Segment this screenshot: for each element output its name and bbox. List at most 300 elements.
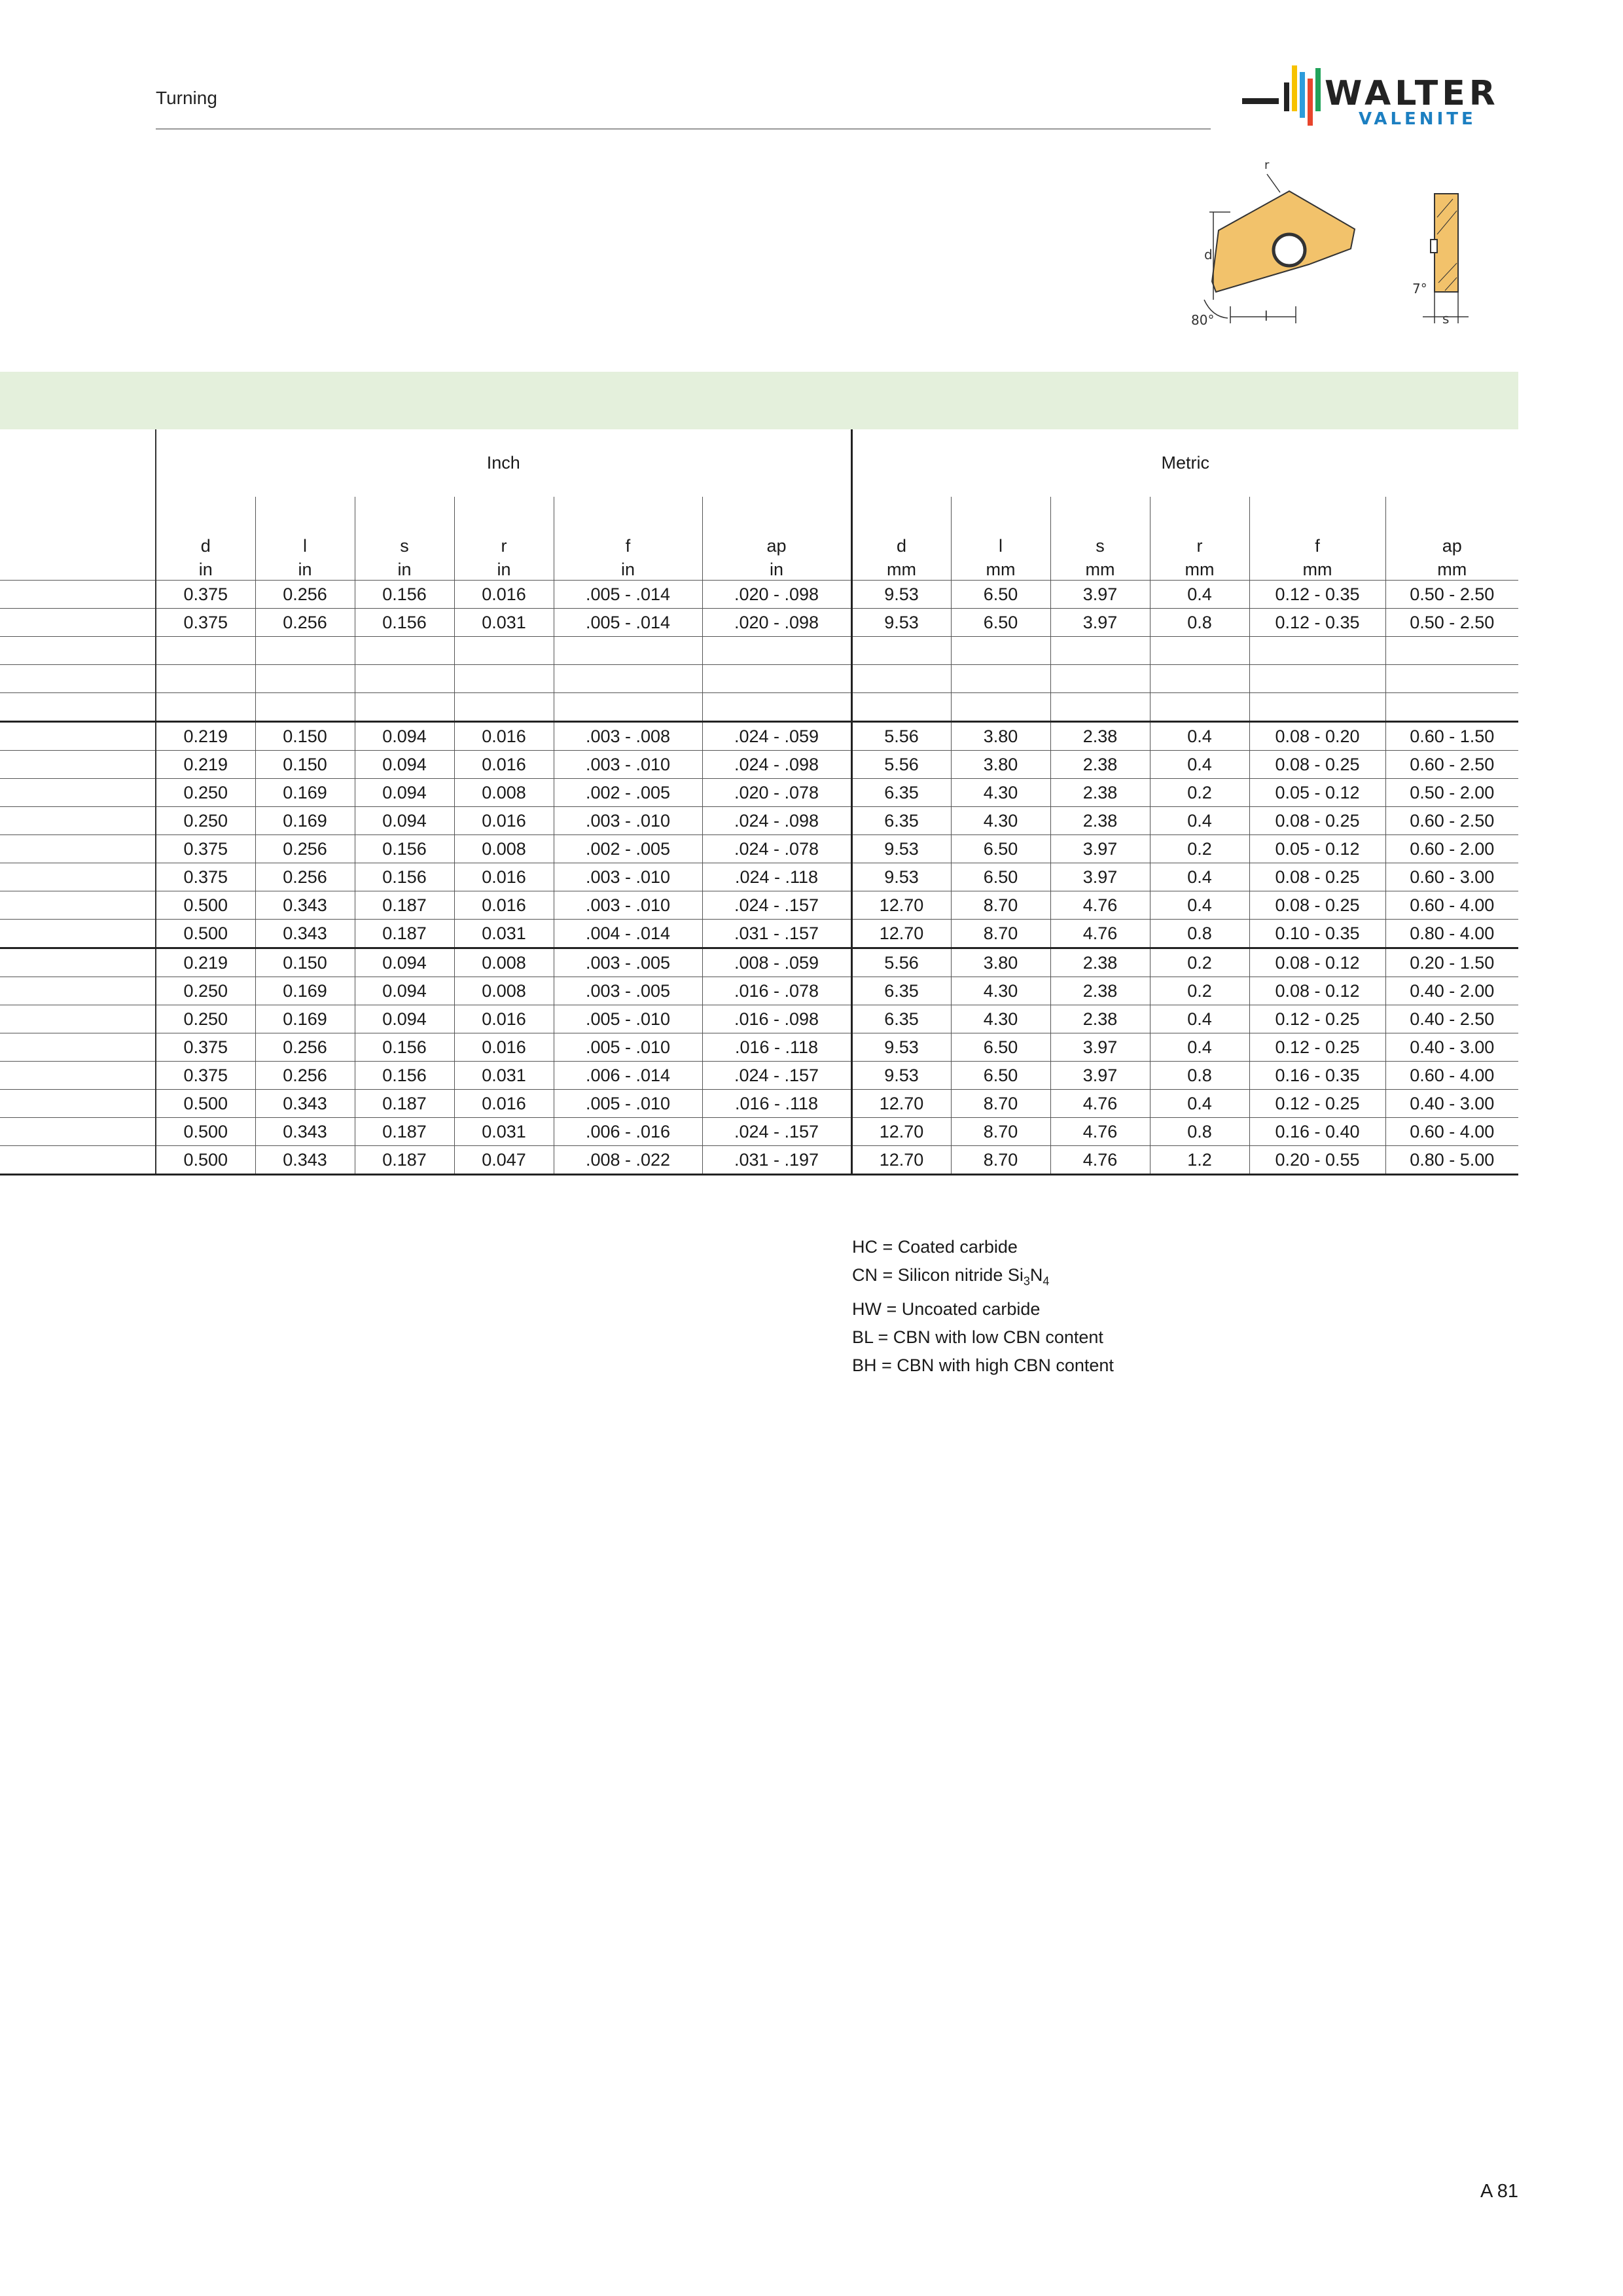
table-row bbox=[0, 1118, 1518, 1146]
table-cell: 3.80 bbox=[951, 751, 1050, 779]
table-cell: 0.2 bbox=[1150, 835, 1249, 863]
table-cell: 0.8 bbox=[1150, 920, 1249, 948]
column-header: l bbox=[951, 533, 1050, 559]
table-cell: .005 - .010 bbox=[554, 1090, 702, 1118]
row-lead-cell bbox=[0, 920, 156, 948]
table-cell: 0.156 bbox=[355, 581, 454, 609]
column-unit: in bbox=[355, 559, 454, 581]
insert-side-view bbox=[1435, 194, 1458, 292]
table-cell: 0.12 - 0.35 bbox=[1249, 609, 1385, 637]
table-cell: .024 - .157 bbox=[702, 1062, 851, 1090]
table-cell: 0.156 bbox=[355, 1062, 454, 1090]
table-row bbox=[0, 693, 1518, 722]
table-cell: 8.70 bbox=[951, 1118, 1050, 1146]
table-cell: 0.375 bbox=[156, 1033, 255, 1062]
table-cell: 0.50 - 2.50 bbox=[1385, 581, 1518, 609]
table-cell: 0.156 bbox=[355, 835, 454, 863]
table-cell: 0.8 bbox=[1150, 1062, 1249, 1090]
table-cell: 0.8 bbox=[1150, 609, 1249, 637]
table-cell: 9.53 bbox=[851, 863, 951, 891]
dimensions-table-wrap bbox=[0, 429, 1518, 1175]
table-cell: .024 - .098 bbox=[702, 807, 851, 835]
table-cell: 4.76 bbox=[1050, 1118, 1150, 1146]
table-cell: 9.53 bbox=[851, 835, 951, 863]
table-cell: .024 - .157 bbox=[702, 1118, 851, 1146]
table-row bbox=[0, 863, 1518, 891]
table-cell: 8.70 bbox=[951, 891, 1050, 920]
table-cell: 0.08 - 0.25 bbox=[1249, 863, 1385, 891]
table-cell bbox=[554, 665, 702, 693]
table-cell: .020 - .098 bbox=[702, 609, 851, 637]
table-cell bbox=[156, 665, 255, 693]
table-cell: 0.500 bbox=[156, 920, 255, 948]
table-cell: 0.500 bbox=[156, 1146, 255, 1175]
column-unit: in bbox=[702, 559, 851, 581]
table-cell: 0.156 bbox=[355, 1033, 454, 1062]
table-cell: 5.56 bbox=[851, 722, 951, 751]
table-cell bbox=[355, 693, 454, 722]
legend-item: BH = CBN with high CBN content bbox=[852, 1355, 1114, 1376]
table-cell: 0.016 bbox=[454, 1005, 554, 1033]
table-cell bbox=[1150, 637, 1249, 665]
table-cell: 0.12 - 0.25 bbox=[1249, 1005, 1385, 1033]
table-cell: 0.250 bbox=[156, 779, 255, 807]
table-row bbox=[0, 1005, 1518, 1033]
table-cell: 3.80 bbox=[951, 948, 1050, 977]
table-row bbox=[0, 977, 1518, 1005]
table-cell: 0.094 bbox=[355, 807, 454, 835]
table-cell: 0.60 - 2.50 bbox=[1385, 751, 1518, 779]
legend-item: HW = Uncoated carbide bbox=[852, 1299, 1041, 1319]
table-cell bbox=[454, 665, 554, 693]
row-lead-cell bbox=[0, 581, 156, 609]
table-cell: 0.16 - 0.35 bbox=[1249, 1062, 1385, 1090]
table-cell bbox=[1385, 637, 1518, 665]
group-inch: Inch bbox=[156, 429, 851, 497]
table-cell: 0.4 bbox=[1150, 863, 1249, 891]
table-cell: .005 - .014 bbox=[554, 581, 702, 609]
insert-hole bbox=[1274, 234, 1305, 266]
column-unit: mm bbox=[851, 559, 951, 581]
table-cell: 0.250 bbox=[156, 807, 255, 835]
table-cell: 0.047 bbox=[454, 1146, 554, 1175]
table-cell: 0.256 bbox=[255, 1062, 355, 1090]
table-cell: 0.375 bbox=[156, 863, 255, 891]
column-header: s bbox=[1050, 533, 1150, 559]
table-cell: 0.60 - 1.50 bbox=[1385, 722, 1518, 751]
table-cell: 0.250 bbox=[156, 977, 255, 1005]
table-cell: 0.60 - 4.00 bbox=[1385, 891, 1518, 920]
row-lead-cell bbox=[0, 1033, 156, 1062]
row-lead-cell bbox=[0, 609, 156, 637]
column-header: ap bbox=[702, 533, 851, 559]
table-cell: 0.375 bbox=[156, 835, 255, 863]
table-cell: 0.4 bbox=[1150, 722, 1249, 751]
table-cell: 6.35 bbox=[851, 977, 951, 1005]
table-cell: .003 - .010 bbox=[554, 807, 702, 835]
table-cell: 0.4 bbox=[1150, 1033, 1249, 1062]
table-cell: 5.56 bbox=[851, 948, 951, 977]
table-cell: 0.150 bbox=[255, 722, 355, 751]
table-cell: 0.343 bbox=[255, 891, 355, 920]
table-row bbox=[0, 609, 1518, 637]
table-cell: 0.016 bbox=[454, 581, 554, 609]
table-cell: 0.031 bbox=[454, 1118, 554, 1146]
table-cell: 6.50 bbox=[951, 835, 1050, 863]
table-cell: .031 - .157 bbox=[702, 920, 851, 948]
table-cell bbox=[1249, 693, 1385, 722]
table-cell: 0.05 - 0.12 bbox=[1249, 835, 1385, 863]
column-unit: mm bbox=[1249, 559, 1385, 581]
table-cell: 3.97 bbox=[1050, 863, 1150, 891]
table-cell: 0.375 bbox=[156, 1062, 255, 1090]
table-cell: 0.12 - 0.25 bbox=[1249, 1033, 1385, 1062]
column-header: ap bbox=[1385, 533, 1518, 559]
table-cell: 0.187 bbox=[355, 891, 454, 920]
table-cell: 0.250 bbox=[156, 1005, 255, 1033]
table-cell: 0.031 bbox=[454, 1062, 554, 1090]
table-cell: .005 - .010 bbox=[554, 1005, 702, 1033]
legend-item: HC = Coated carbide bbox=[852, 1237, 1018, 1257]
table-cell: 5.56 bbox=[851, 751, 951, 779]
table-cell: .031 - .197 bbox=[702, 1146, 851, 1175]
table-cell: 0.8 bbox=[1150, 1118, 1249, 1146]
table-cell: .016 - .118 bbox=[702, 1090, 851, 1118]
row-lead-cell bbox=[0, 722, 156, 751]
table-cell: 0.60 - 2.00 bbox=[1385, 835, 1518, 863]
row-lead-cell bbox=[0, 693, 156, 722]
table-cell bbox=[355, 637, 454, 665]
row-lead-cell bbox=[0, 1062, 156, 1090]
table-cell: .003 - .005 bbox=[554, 977, 702, 1005]
table-row bbox=[0, 920, 1518, 948]
table-cell bbox=[851, 637, 951, 665]
table-cell: 6.50 bbox=[951, 1062, 1050, 1090]
table-cell: 0.08 - 0.12 bbox=[1249, 948, 1385, 977]
table-cell: 0.2 bbox=[1150, 977, 1249, 1005]
table-cell: 0.016 bbox=[454, 1033, 554, 1062]
table-cell: 4.30 bbox=[951, 807, 1050, 835]
table-row bbox=[0, 1090, 1518, 1118]
table-cell: 3.97 bbox=[1050, 609, 1150, 637]
table-cell: 0.219 bbox=[156, 948, 255, 977]
table-cell: 3.80 bbox=[951, 722, 1050, 751]
table-cell: 0.08 - 0.12 bbox=[1249, 977, 1385, 1005]
row-lead-cell bbox=[0, 1005, 156, 1033]
table-cell: 6.50 bbox=[951, 609, 1050, 637]
table-cell: 4.30 bbox=[951, 1005, 1050, 1033]
table-cell bbox=[355, 665, 454, 693]
label-l: l bbox=[1264, 308, 1268, 324]
table-cell: .005 - .010 bbox=[554, 1033, 702, 1062]
row-lead-cell bbox=[0, 779, 156, 807]
table-cell bbox=[1050, 637, 1150, 665]
table-cell: 0.20 - 1.50 bbox=[1385, 948, 1518, 977]
table-cell: 0.12 - 0.25 bbox=[1249, 1090, 1385, 1118]
table-cell: 0.031 bbox=[454, 609, 554, 637]
table-cell: 0.008 bbox=[454, 835, 554, 863]
table-cell: 0.08 - 0.25 bbox=[1249, 751, 1385, 779]
table-cell: 0.343 bbox=[255, 1146, 355, 1175]
table-cell: 12.70 bbox=[851, 891, 951, 920]
table-cell: 0.219 bbox=[156, 722, 255, 751]
brand-subname: VALENITE bbox=[1359, 109, 1476, 129]
label-s: s bbox=[1442, 311, 1450, 327]
legend-item: CN = Silicon nitride $Si_3N_4$ bbox=[852, 1265, 1050, 1288]
table-cell: 0.4 bbox=[1150, 1005, 1249, 1033]
column-unit: in bbox=[156, 559, 255, 581]
table-cell: 0.343 bbox=[255, 920, 355, 948]
table-cell: 9.53 bbox=[851, 609, 951, 637]
table-cell bbox=[255, 665, 355, 693]
table-cell bbox=[1150, 693, 1249, 722]
table-cell: 4.30 bbox=[951, 779, 1050, 807]
table-cell: 12.70 bbox=[851, 1118, 951, 1146]
table-cell bbox=[454, 637, 554, 665]
table-cell bbox=[1050, 665, 1150, 693]
table-cell: 0.008 bbox=[454, 779, 554, 807]
column-unit: mm bbox=[951, 559, 1050, 581]
table-cell: 4.30 bbox=[951, 977, 1050, 1005]
table-cell: 0.094 bbox=[355, 1005, 454, 1033]
table-cell bbox=[951, 637, 1050, 665]
table-cell: .002 - .005 bbox=[554, 835, 702, 863]
table-cell: 0.343 bbox=[255, 1118, 355, 1146]
row-lead-cell bbox=[0, 948, 156, 977]
table-cell: 0.187 bbox=[355, 1118, 454, 1146]
table-cell: 0.20 - 0.55 bbox=[1249, 1146, 1385, 1175]
table-cell: 9.53 bbox=[851, 581, 951, 609]
column-unit: in bbox=[454, 559, 554, 581]
table-cell: 0.50 - 2.50 bbox=[1385, 609, 1518, 637]
table-cell: 0.094 bbox=[355, 722, 454, 751]
table-cell: .016 - .098 bbox=[702, 1005, 851, 1033]
row-lead-cell bbox=[0, 637, 156, 665]
table-cell: 0.169 bbox=[255, 1005, 355, 1033]
table-cell: 0.256 bbox=[255, 863, 355, 891]
table-cell: .008 - .059 bbox=[702, 948, 851, 977]
table-cell: 6.35 bbox=[851, 807, 951, 835]
table-cell bbox=[702, 693, 851, 722]
table-cell: 3.97 bbox=[1050, 1062, 1150, 1090]
table-cell: 0.187 bbox=[355, 1090, 454, 1118]
table-cell: 0.187 bbox=[355, 920, 454, 948]
table-cell: 2.38 bbox=[1050, 751, 1150, 779]
table-cell: 0.150 bbox=[255, 948, 355, 977]
table-row bbox=[0, 722, 1518, 751]
table-cell: 8.70 bbox=[951, 1090, 1050, 1118]
table-cell: 3.97 bbox=[1050, 835, 1150, 863]
table-cell bbox=[951, 693, 1050, 722]
table-cell: .020 - .078 bbox=[702, 779, 851, 807]
table-cell: 0.08 - 0.25 bbox=[1249, 891, 1385, 920]
table-cell: 0.4 bbox=[1150, 807, 1249, 835]
column-label-row bbox=[0, 533, 1518, 559]
table-cell: 0.169 bbox=[255, 977, 355, 1005]
column-unit: mm bbox=[1385, 559, 1518, 581]
table-row bbox=[0, 665, 1518, 693]
table-cell: 0.80 - 5.00 bbox=[1385, 1146, 1518, 1175]
table-cell: 0.500 bbox=[156, 1090, 255, 1118]
table-cell: 0.375 bbox=[156, 609, 255, 637]
table-cell: 0.256 bbox=[255, 609, 355, 637]
table-cell: 12.70 bbox=[851, 1090, 951, 1118]
table-cell: 6.50 bbox=[951, 863, 1050, 891]
table-cell: 4.76 bbox=[1050, 1090, 1150, 1118]
table-cell: .002 - .005 bbox=[554, 779, 702, 807]
table-cell: .003 - .010 bbox=[554, 863, 702, 891]
brand-name: WALTER bbox=[1325, 74, 1499, 113]
table-cell: 0.016 bbox=[454, 1090, 554, 1118]
table-cell: 0.094 bbox=[355, 977, 454, 1005]
table-cell: .005 - .014 bbox=[554, 609, 702, 637]
column-unit: in bbox=[255, 559, 355, 581]
column-header: d bbox=[156, 533, 255, 559]
row-lead-cell bbox=[0, 665, 156, 693]
table-cell: 0.094 bbox=[355, 779, 454, 807]
table-cell: 0.169 bbox=[255, 807, 355, 835]
table-cell bbox=[1150, 665, 1249, 693]
table-cell: 0.031 bbox=[454, 920, 554, 948]
table-cell: 2.38 bbox=[1050, 807, 1150, 835]
table-row bbox=[0, 1146, 1518, 1175]
row-lead-cell bbox=[0, 863, 156, 891]
table-cell: 0.187 bbox=[355, 1146, 454, 1175]
table-cell: 3.97 bbox=[1050, 1033, 1150, 1062]
table-cell: 0.156 bbox=[355, 609, 454, 637]
column-header: d bbox=[851, 533, 951, 559]
table-cell: 6.50 bbox=[951, 581, 1050, 609]
table-row bbox=[0, 779, 1518, 807]
table-cell: .006 - .016 bbox=[554, 1118, 702, 1146]
table-cell: 0.2 bbox=[1150, 948, 1249, 977]
table-cell bbox=[554, 637, 702, 665]
table-cell: 0.4 bbox=[1150, 581, 1249, 609]
table-cell: .004 - .014 bbox=[554, 920, 702, 948]
table-cell: 1.2 bbox=[1150, 1146, 1249, 1175]
table-row bbox=[0, 891, 1518, 920]
table-cell: 0.05 - 0.12 bbox=[1249, 779, 1385, 807]
table-cell: 0.40 - 2.50 bbox=[1385, 1005, 1518, 1033]
row-lead-cell bbox=[0, 1090, 156, 1118]
table-row bbox=[0, 637, 1518, 665]
row-lead-cell bbox=[0, 835, 156, 863]
table-cell: 0.156 bbox=[355, 863, 454, 891]
table-cell bbox=[454, 693, 554, 722]
insert-diagram bbox=[1191, 152, 1492, 335]
table-cell: 0.256 bbox=[255, 1033, 355, 1062]
table-cell: 0.08 - 0.20 bbox=[1249, 722, 1385, 751]
table-cell: .020 - .098 bbox=[702, 581, 851, 609]
table-cell bbox=[1385, 665, 1518, 693]
table-cell: 0.094 bbox=[355, 948, 454, 977]
table-cell bbox=[702, 665, 851, 693]
table-row bbox=[0, 581, 1518, 609]
table-cell: .006 - .014 bbox=[554, 1062, 702, 1090]
table-cell bbox=[702, 637, 851, 665]
row-lead-cell bbox=[0, 807, 156, 835]
table-cell: 0.256 bbox=[255, 835, 355, 863]
table-cell: 6.35 bbox=[851, 779, 951, 807]
table-cell: 0.40 - 2.00 bbox=[1385, 977, 1518, 1005]
table-cell: 0.016 bbox=[454, 891, 554, 920]
table-cell: 0.219 bbox=[156, 751, 255, 779]
table-cell: .024 - .118 bbox=[702, 863, 851, 891]
table-cell: 12.70 bbox=[851, 1146, 951, 1175]
table-cell: 0.016 bbox=[454, 807, 554, 835]
column-header: r bbox=[454, 533, 554, 559]
table-cell: 9.53 bbox=[851, 1062, 951, 1090]
table-cell: 0.016 bbox=[454, 863, 554, 891]
table-row bbox=[0, 835, 1518, 863]
table-cell bbox=[255, 693, 355, 722]
table-cell: 0.256 bbox=[255, 581, 355, 609]
label-angle-clearance: 7° bbox=[1412, 281, 1427, 296]
table-cell: .003 - .010 bbox=[554, 891, 702, 920]
column-header: l bbox=[255, 533, 355, 559]
table-cell: 0.016 bbox=[454, 751, 554, 779]
table-cell: 0.094 bbox=[355, 751, 454, 779]
table-cell: 0.2 bbox=[1150, 779, 1249, 807]
dimensions-table bbox=[0, 429, 1518, 1175]
table-cell: .016 - .118 bbox=[702, 1033, 851, 1062]
table-cell: 0.500 bbox=[156, 891, 255, 920]
table-cell: 4.76 bbox=[1050, 920, 1150, 948]
table-cell: 2.38 bbox=[1050, 948, 1150, 977]
table-row bbox=[0, 751, 1518, 779]
table-cell: 0.60 - 4.00 bbox=[1385, 1118, 1518, 1146]
table-cell bbox=[255, 637, 355, 665]
column-unit: mm bbox=[1150, 559, 1249, 581]
table-cell: 0.500 bbox=[156, 1118, 255, 1146]
material-legend bbox=[852, 1233, 1114, 1380]
row-lead-cell bbox=[0, 751, 156, 779]
table-cell: 0.60 - 3.00 bbox=[1385, 863, 1518, 891]
table-cell: .008 - .022 bbox=[554, 1146, 702, 1175]
table-row bbox=[0, 948, 1518, 977]
group-metric: Metric bbox=[851, 429, 1518, 497]
table-cell: 0.40 - 3.00 bbox=[1385, 1033, 1518, 1062]
table-cell: 0.10 - 0.35 bbox=[1249, 920, 1385, 948]
table-cell bbox=[851, 693, 951, 722]
table-cell bbox=[1249, 637, 1385, 665]
table-cell bbox=[951, 665, 1050, 693]
table-cell: 4.76 bbox=[1050, 891, 1150, 920]
column-unit: mm bbox=[1050, 559, 1150, 581]
column-unit: in bbox=[554, 559, 702, 581]
table-cell: .016 - .078 bbox=[702, 977, 851, 1005]
row-lead-cell bbox=[0, 1118, 156, 1146]
table-cell bbox=[1385, 693, 1518, 722]
column-unit-row bbox=[0, 559, 1518, 581]
table-cell: 0.4 bbox=[1150, 751, 1249, 779]
table-cell: .003 - .010 bbox=[554, 751, 702, 779]
table-row bbox=[0, 1033, 1518, 1062]
label-d: d bbox=[1204, 247, 1213, 262]
table-cell bbox=[851, 665, 951, 693]
table-cell: .003 - .008 bbox=[554, 722, 702, 751]
table-cell bbox=[554, 693, 702, 722]
header-rule bbox=[156, 128, 1211, 130]
table-cell: 8.70 bbox=[951, 1146, 1050, 1175]
row-lead-cell bbox=[0, 891, 156, 920]
table-cell: 0.12 - 0.35 bbox=[1249, 581, 1385, 609]
table-cell: 0.50 - 2.00 bbox=[1385, 779, 1518, 807]
table-cell: .003 - .005 bbox=[554, 948, 702, 977]
section-band bbox=[0, 372, 1518, 429]
column-header: f bbox=[554, 533, 702, 559]
table-cell: 6.35 bbox=[851, 1005, 951, 1033]
